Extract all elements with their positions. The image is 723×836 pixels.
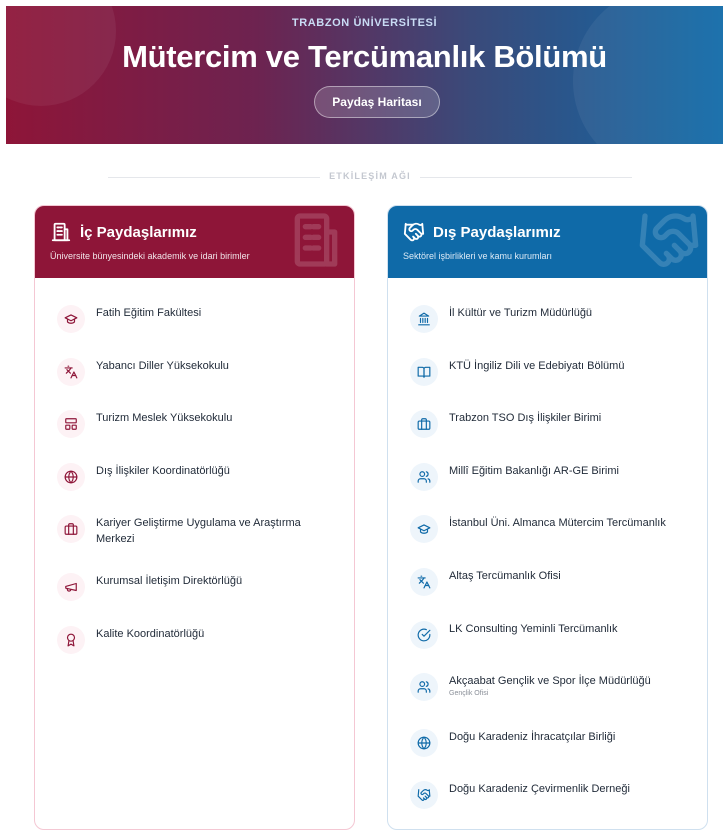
layout-icon bbox=[57, 410, 85, 438]
book-icon bbox=[410, 358, 438, 386]
globe-icon bbox=[410, 729, 438, 757]
university-name: TRABZON ÜNİVERSİTESİ bbox=[291, 17, 438, 29]
globe-icon bbox=[57, 463, 85, 491]
section-divider bbox=[108, 171, 632, 185]
briefcase-icon bbox=[57, 515, 85, 543]
users-icon bbox=[410, 673, 438, 701]
external-stakeholders-card bbox=[387, 205, 708, 830]
card-header bbox=[388, 206, 707, 278]
list-item-label: KTÜ İngiliz Dili ve Edebiyatı Bölümü bbox=[449, 360, 625, 372]
graduation-cap-icon bbox=[57, 305, 85, 333]
handshake-icon bbox=[403, 221, 425, 243]
page-title: Mütercim ve Tercümanlık Bölümü bbox=[122, 39, 607, 74]
hero-banner bbox=[6, 6, 723, 144]
translate-icon bbox=[57, 358, 85, 386]
card-subtitle: Sektörel işbirlikleri ve kamu kurumları bbox=[403, 251, 553, 261]
list-item-label: Millî Eğitim Bakanlığı AR-GE Birimi bbox=[449, 465, 619, 477]
handshake-icon bbox=[410, 781, 438, 809]
list-item-label: Kariyer Geliştirme Uygulama ve Araştırma Merkezi bbox=[96, 517, 301, 545]
divider-label: ETKİLEŞİM AĞI bbox=[329, 171, 411, 181]
list-item-label: Yabancı Diller Yüksekokulu bbox=[96, 360, 229, 372]
building-watermark-icon bbox=[284, 208, 348, 272]
list-item-label: Dış İlişkiler Koordinatörlüğü bbox=[96, 465, 230, 477]
list-item-label: Altaş Tercümanlık Ofisi bbox=[449, 570, 561, 582]
translate-icon bbox=[410, 568, 438, 596]
building-icon bbox=[50, 221, 72, 243]
list-item-label: Doğu Karadeniz İhracatçılar Birliği bbox=[449, 731, 616, 743]
list-item-label: Fatih Eğitim Fakültesi bbox=[96, 307, 202, 319]
list-item-label: Trabzon TSO Dış İlişkiler Birimi bbox=[449, 412, 602, 424]
graduation-cap-icon bbox=[410, 515, 438, 543]
landmark-icon bbox=[410, 305, 438, 333]
card-title: İç Paydaşlarımız bbox=[80, 224, 197, 241]
check-circle-icon bbox=[410, 621, 438, 649]
list-item-label: Kalite Koordinatörlüğü bbox=[96, 628, 205, 640]
megaphone-icon bbox=[57, 573, 85, 601]
card-subtitle: Üniversite bünyesindeki akademik ve idari birimler bbox=[50, 251, 250, 261]
stakeholder-map-button[interactable]: Paydaş Haritası bbox=[314, 86, 440, 118]
handshake-watermark-icon bbox=[637, 208, 701, 272]
list-item-label: Kurumsal İletişim Direktörlüğü bbox=[96, 575, 243, 587]
list-item-label: Akçaabat Gençlik ve Spor İlçe Müdürlüğü bbox=[449, 675, 651, 687]
list-item-label: LK Consulting Yeminli Tercümanlık bbox=[449, 623, 618, 635]
list-item-label: Turizm Meslek Yüksekokulu bbox=[96, 412, 233, 424]
users-icon bbox=[410, 463, 438, 491]
list-item-sublabel: Gençlik Ofisi bbox=[449, 690, 489, 697]
list-item-label: Doğu Karadeniz Çevirmenlik Derneği bbox=[449, 783, 630, 795]
card-title: Dış Paydaşlarımız bbox=[433, 224, 561, 241]
list-item-label: İl Kültür ve Turizm Müdürlüğü bbox=[449, 307, 593, 319]
list-item-label: İstanbul Üni. Almanca Mütercim Tercümanlık bbox=[449, 517, 666, 529]
briefcase-icon bbox=[410, 410, 438, 438]
card-header bbox=[35, 206, 354, 278]
internal-stakeholders-card bbox=[34, 205, 355, 830]
award-icon bbox=[57, 626, 85, 654]
